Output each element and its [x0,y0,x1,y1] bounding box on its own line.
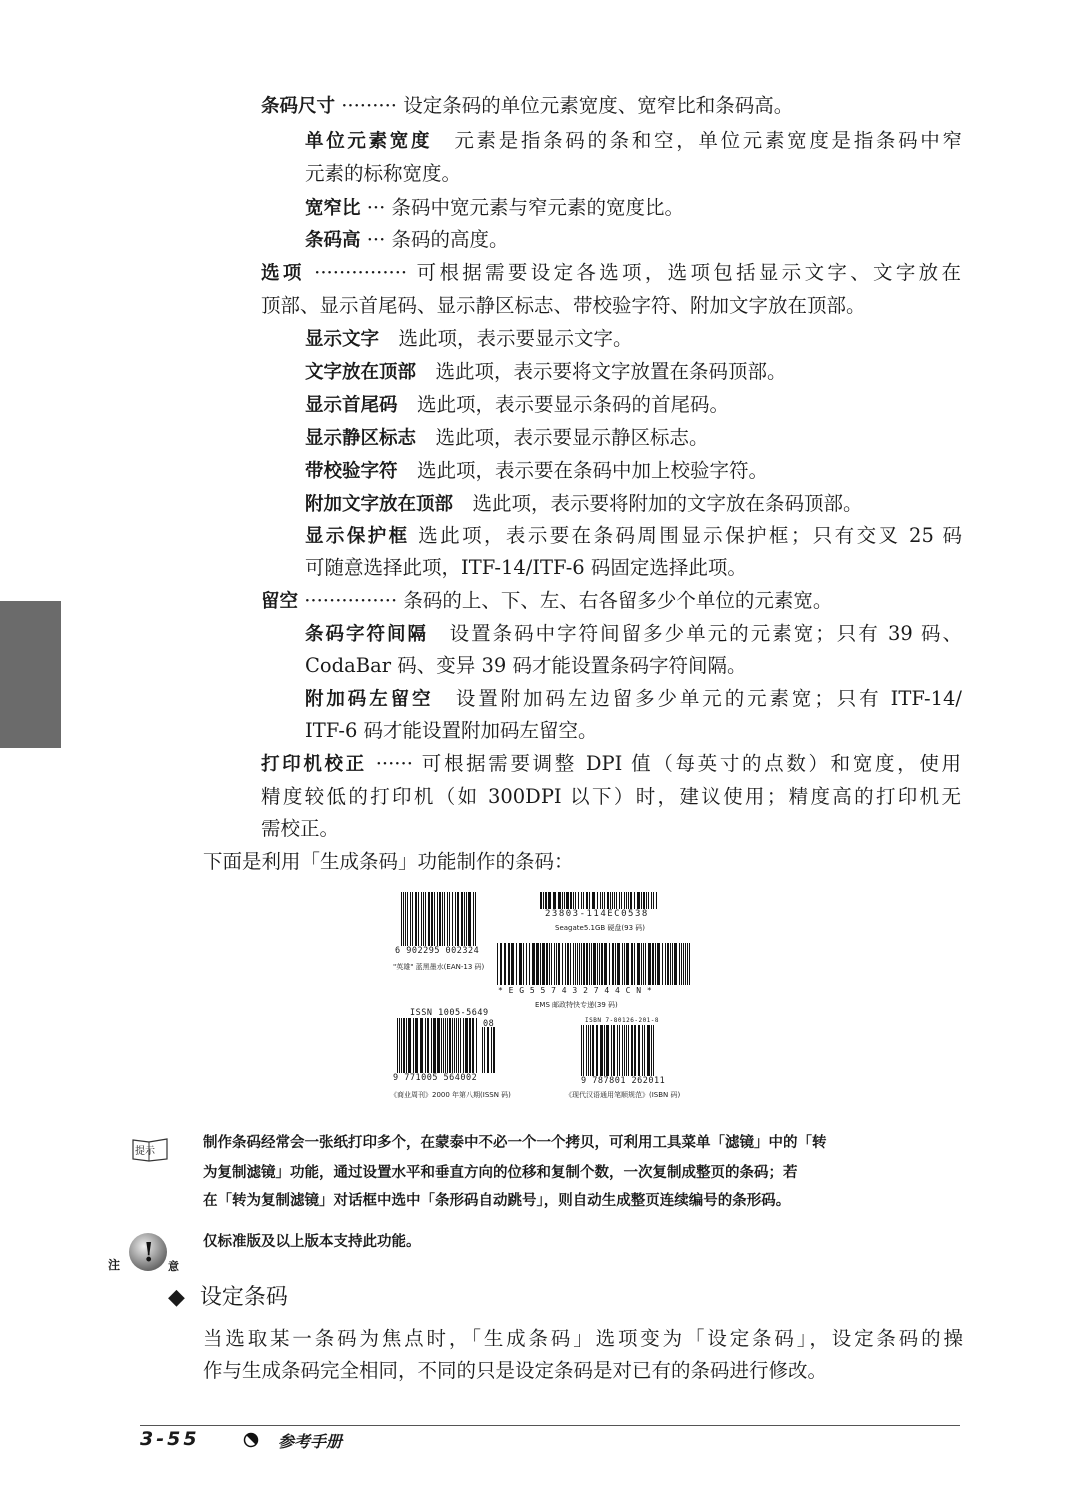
code39-caption: EMS 邮政特快专递(39 码) [535,1001,618,1009]
option-guard-frame: 显示保护框 选此项，表示要在条码周围显示保护框；只有交叉 25 码 [305,524,962,547]
option-quiet-zone: 显示静区标志 选此项，表示要显示静区标志。 [305,426,709,449]
param-unit-width-cont: 元素的标称宽度。 [305,162,462,185]
attention-icon: ! 注 意 [108,1230,188,1274]
option-start-stop: 显示首尾码 选此项，表示要显示条码的首尾码。 [305,393,730,416]
param-height: 条码高 ··· 条码的高度。 [305,228,509,251]
manual-title: 参考手册 [278,1432,343,1451]
code93-digits: 23803-114EC0538 [545,909,649,919]
section-heading: ◆ 设定条码 [168,1285,288,1310]
param-char-gap-cont: CodaBar 码、变异 39 码才能设置条码字符间隔。 [305,654,747,677]
diamond-bullet-icon: ◆ [168,1285,185,1310]
ean13-digits: 6 902295 002324 [395,946,480,956]
section-paragraph-line-2: 作与生成条码完全相同，不同的只是设定条码是对已有的条码进行修改。 [203,1359,828,1382]
option-addon-top: 附加文字放在顶部 选此项，表示要将附加的文字放在条码顶部。 [305,492,863,515]
param-options: 选项 ··············· 可根据需要设定各选项，选项包括显示文字、文字放在 [261,261,961,284]
option-guard-frame-cont: 可随意选择此项，ITF-14/ITF-6 码固定选择此项。 [305,556,747,579]
isbn-caption: 《现代汉语通用笔顺规范》(ISBN 码) [565,1091,681,1099]
param-unit-width: 单位元素宽度 元素是指条码的条和空，单位元素宽度是指条码中窄 [305,129,962,152]
section-paragraph-line-1: 当选取某一条码为焦点时，「生成条码」选项变为「设定条码」，设定条码的操 [203,1327,963,1350]
issn-caption: 《商业周刊》2000 年第八期(ISSN 码) [390,1091,511,1099]
param-addon-margin: 附加码左留空 设置附加码左边留多少单元的元素宽；只有 ITF-14/ [305,687,962,710]
issn-bars [397,1018,477,1073]
isbn-digits: 9 787801 262011 [581,1076,666,1086]
half-circle-icon [243,1432,259,1452]
param-ratio: 宽窄比 ··· 条码中宽元素与窄元素的宽度比。 [305,196,685,219]
ean13-bars [401,892,476,946]
chapter-side-tab [0,601,61,748]
param-margin: 留空 ··············· 条码的上、下、左、右各留多少个单位的元素宽。 [261,589,833,612]
param-printer-calibration-end: 需校正。 [261,817,340,840]
issn-digits: 9 771005 564002 [393,1073,478,1083]
code39-bars [497,943,690,985]
issn-top-label: ISSN 1005-5649 [410,1008,489,1018]
isbn-top-label: ISBN 7-80126-201-8 [585,1017,660,1024]
page-number: 3-55 [140,1428,200,1450]
param-char-gap: 条码字符间隔 设置条码中字符间留多少单元的元素宽；只有 39 码、 [305,622,962,645]
option-check-char: 带校验字符 选此项，表示要在条码中加上校验字符。 [305,459,769,482]
option-show-text: 显示文字 选此项，表示要显示文字。 [305,327,633,350]
code93-caption: Seagate5.1GB 硬盘(93 码) [555,924,646,932]
param-options-cont: 顶部、显示首尾码、显示静区标志、带校验字符、附加文字放在顶部。 [261,294,866,317]
code93-bars [540,892,657,909]
ean13-caption: "英雄" 蓝黑墨水(EAN-13 码) [393,963,485,971]
tip-line-3: 在「转为复制滤镜」对话框中选中「条形码自动跳号」，则自动生成整页连续编号的条形码。 [203,1193,791,1209]
issn-addon-bars [482,1027,495,1073]
barcode-intro: 下面是利用「生成条码」功能制作的条码： [203,850,574,873]
isbn-bars [581,1025,654,1076]
code39-digits: * E G 5 5 7 4 3 2 7 4 4 C N * [498,986,653,995]
issn-addon-digits: 08 [483,1019,495,1029]
option-text-top: 文字放在顶部 选此项，表示要将文字放置在条码顶部。 [305,360,787,383]
note-text: 仅标准版及以上版本支持此功能。 [203,1234,421,1250]
footer-rule [140,1425,960,1426]
svg-text:!: ! [143,1238,155,1268]
tip-icon: 提示 [131,1137,171,1163]
barcode-samples-figure [385,890,705,1105]
tip-line-2: 为复制滤镜」功能，通过设置水平和垂直方向的位移和复制个数，一次复制成整页的条码；若 [203,1165,798,1181]
param-printer-calibration-cont: 精度较低的打印机（如 300DPI 以下）时，建议使用；精度高的打印机无 [261,785,961,808]
param-barcode-size: 条码尺寸 ········· 设定条码的单位元素宽度、宽窄比和条码高。 [261,94,794,117]
param-addon-margin-cont: ITF-6 码才能设置附加码左留空。 [305,719,598,742]
param-printer-calibration: 打印机校正 ······ 可根据需要调整 DPI 值（每英寸的点数）和宽度，使用 [261,752,961,775]
tip-line-1: 制作条码经常会一张纸打印多个，在蒙泰中不必一个一个拷贝，可利用工具菜单「滤镜」中的「转 [203,1135,827,1151]
